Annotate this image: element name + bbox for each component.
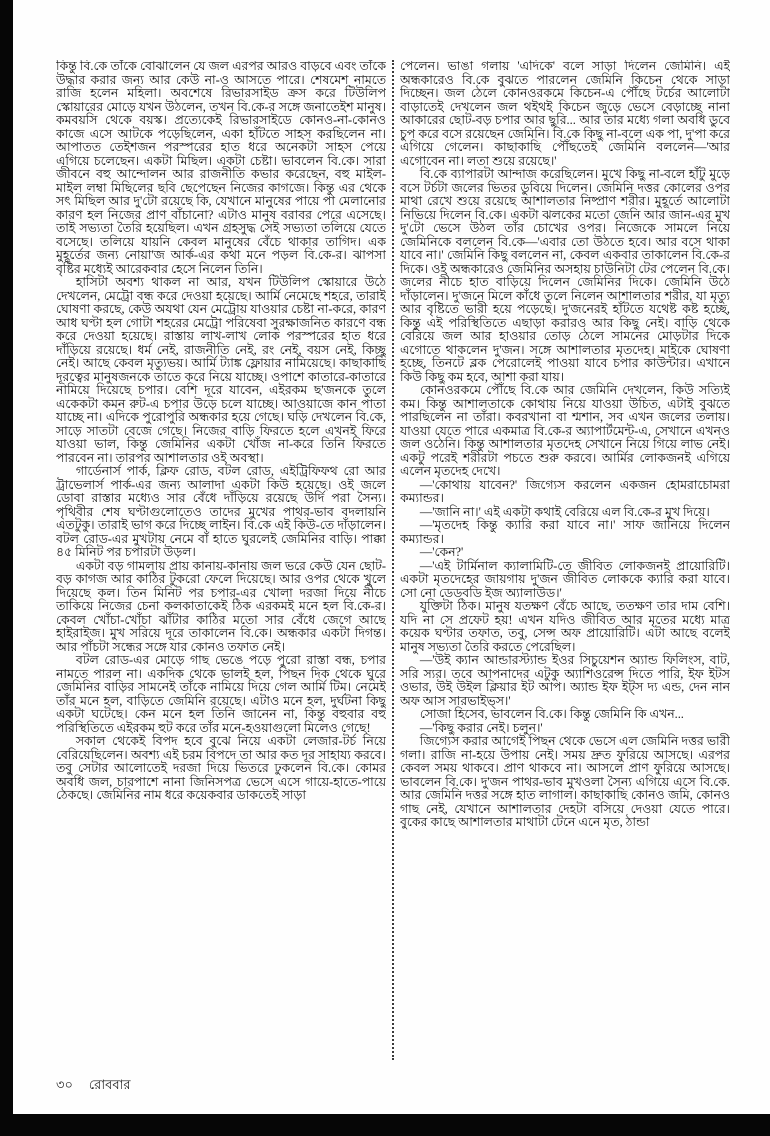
paragraph: সকাল থেকেই বিপদ হবে বুঝে নিয়ে একটা লেজার-টর্চ নিয়ে বেরিয়েছিলেন। অবশ্য এই চরম বিপদে তা আর কত দূর সাহায্য করবে। তবু সেটার আলোতেই দরজা দিয়ে ভিতরে ঢুকলেন বি.কে। কোমর অবধি জল, চারপাশে নানা জিনিসপত্র ভেসে এসে গায়ে-হাতে-পায়ে ঠেকছে। জেমিনির নাম ধরে কয়েকবার ডাকতেই সাড়া <box>56 734 386 802</box>
paragraph: সোজা হিসেব, ভাবলেন বি.কে। কিন্তু জেমিনি কি এখন... <box>419 707 684 721</box>
paragraph: —'এই টার্মিনাল ক্যালামিটি-তে জীবিত লোকজনই প্রায়োরিটি। একটা মৃতদেহের জায়গায় দু'জন জীবিত লোককে ক্যারি করা যাবে। সো নো ডেডবডি ইজ অ্যালাউড।' <box>400 558 730 600</box>
magazine-name: রোববার <box>88 1077 131 1092</box>
paragraph: কিন্তু বি.কে তাঁকে বোঝালেন যে জল এরপর আরও বাড়বে এবং তাঁকে উদ্ধার করার জন্য আর কেউ না-ও আসতে পারে। শেষমেশ নামতে রাজি হলেন মহিলা। অবশেষে রিভারসাইড ক্রস করে টিউলিপ স্কোয়ারের মোড়ে যখন উঠলেন, তখন বি.কে-র সঙ্গে জনাতেইশ মানুষ। কমবয়সি থেকে বয়স্ক। প্রত্যেকেই রিভারসাইডে কোনও-না-কোনও কাজে এসে আটকে পড়েছিলেন, একা হাঁটতে সাহস করছিলেন না। আপাতত তেইশজন পরস্পরের হাত ধরে অনেকটা সাহস পেয়ে এগিয়ে চলেছেন। একটা মিছিল। একটা চেষ্টা। ভাবলেন বি.কে। সারা জীবনে বহু আন্দোলন আর রাজনীতি কভার করেছেন, বহু মাইল-মাইল লম্বা মিছিলের ছবি ছেপেছেন নিজের কাগজে। কিন্তু এর থেকে সৎ মিছিল আর দু'টো রয়েছে কি, যেখানে মানুষের পায়ে পা মেলানোর কারণ হল নিজের প্রাণ বাঁচানো? এটাও মানুষ বরাবর পেরে এসেছে। তাই সভ্যতা তৈরি হয়েছিল। এখন গ্রহসুদ্ধ সেই সভ্যতা তলিয়ে যেতে বসেছে। তলিয়ে যায়নি কেবল মানুষের বেঁচে থাকার তাগিদ। এক মুহূর্তের জন্য নোয়া'জ আর্ক-এর কথা মনে পড়ল বি.কে-র। ঝাপসা বৃষ্টির মধ্যেই আরেকবার হেসে নিলেন তিনি। <box>56 60 386 276</box>
paragraph: কোনওরকমে পৌঁছে বি.কে আর জেমিনি দেখলেন, কিউ সত্যিই কম। কিন্তু আশালতাকে কোথায় নিয়ে যাওয়া উচিত, এটাই বুঝতে পারছিলেন না তাঁরা। কবরখানা বা শ্মশান, সব এখন জলের তলায়। যাওয়া যেতে পারে একমাত্র বি.কে-র অ্যাপার্টমেন্ট-এ, সেখানে এখনও জল ওঠেনি। কিন্তু আশালতার মৃতদেহ সেখানে নিয়ে গিয়ে লাভ নেই। একটু পরেই শরীরটা পচতে শুরু করবে। আর্মির লোকজনই এগিয়ে এলেন মৃতদেহ দেখে। <box>400 383 730 478</box>
paragraph: বটল রোড-এর মোড়ে গাছ ভেঙে পড়ে পুরো রাস্তা বন্ধ, চপার নামতে পারল না। একদিক থেকে ভালই হল, পিছন দিক থেকে ঘুরে জেমিনির বাড়ির সামনেই তাঁকে নামিয়ে দিয়ে গেল আর্মি টিম। নেমেই তাঁর মনে হল, বাড়িতে জেমিনি রয়েছে। এটাও মনে হল, দুর্ঘটনা কিছু একটা ঘটেছে। কেন মনে হল তিনি জানেন না, কিন্তু বহুবার বহু পরিস্থিতিতে এইরকম হুট করে তাঁর মনে-হওয়াগুলো মিলেও গেছে! <box>56 653 386 735</box>
paragraph: জিগ্যেস করার আগেই পিছন থেকে ভেসে এল জেমিনি দত্তর ভারী গলা। রাজি না-হয়ে উপায় নেই। সময় দ্রুত ফুরিয়ে আসছে। এরপর কেবল সময় থাকবে। প্রাণ থাকবে না। আসলে প্রাণ ফুরিয়ে আসছে। ভাবলেন বি.কে। দু'জন পাথর-ভাব মুখওলা সৈন্য এগিয়ে এসে বি.কে. আর জেমিনি দত্তর সঙ্গে হাত লাগাল। কাছাকাছি কোনও জমি, কোনও গাছ নেই, যেখানে আশালতার দেহটা বসিয়ে দেওয়া যেতে পারে। বুকের কাছে আশালতার মাথাটা টেনে এনে মৃত, ঠান্ডা <box>400 734 730 829</box>
paragraph: বি.কে ব্যাপারটা আন্দাজ করেছিলেন। মুখে কিছু না-বলে হাঁটু মুড়ে বসে টর্চটা জলের ভিতর ডুবিয়ে দিলেন। জেমিনি দত্তর কোলের ওপর মাথা রেখে শুয়ে রয়েছে আশালতার নিষ্প্রাণ শরীর। মুহূর্তে আলোটা নিভিয়ে দিলেন বি.কে। একটা ঝলকের মতো জেনি আর জান-এর মুখ দু'টো ভেসে উঠল তাঁর চোখের ওপর। নিজেকে সামলে নিয়ে জেমিনিকে বললেন বি.কে—'এবার তো উঠতে হবে। আর বসে থাকা যাবে না।' জেমিনি কিছু বললেন না, কেবল একবার তাকালেন বি.কে-র দিকে। ওই অন্ধকারেও জেমিনির অসহায় চাউনিটা টের পেলেন বি.কে। জলের নীচে হাত বাড়িয়ে দিলেন জেমিনির দিকে। জেমিনি উঠে দাঁড়ালেন। দু'জনে মিলে কাঁধে তুলে নিলেন আশালতার শরীর, যা মৃত্যু আর বৃষ্টিতে ভারী হয়ে পড়েছে। দু'জনেরই হাঁটতে যথেষ্ট কষ্ট হচ্ছে, কিন্তু এই পরিস্থিতিতে এছাড়া করারও আর কিছু নেই। বাড়ি থেকে বেরিয়ে জল আর হাওয়ার তোড় ঠেলে সামনের মোড়টার দিকে এগোতে থাকলেন দু'জন। সঙ্গে আশালতার মৃতদেহ। মাইকে ঘোষণা হচ্ছে, তিনটে ব্লক পেরোলেই পাওয়া যাবে চপার কাউন্টার। এখানে কিউ কিছু কম হবে, আশা করা যায়। <box>400 167 730 384</box>
scan-edge-bottom <box>0 1114 770 1136</box>
paragraph: —'জানি না।' এই একটা কথাই বেরিয়ে এল বি.কে-র মুখ দিয়ে। <box>419 504 710 519</box>
paragraph: একটা বড় গামলায় প্রায় কানায়-কানায় জল ভরে কেউ যেন ছোট-বড় কাগজ আর কাঠির টুকরো ফেলে দিয়েছে। আর ওপর থেকে খুলে দিয়েছে কল। তিন মিনিট পর চপার-এর খোলা দরজা দিয়ে নীচে তাকিয়ে নিজের চেনা কলকাতাকেই ঠিক এরকমই মনে হল বি.কে-র। কেবল খোঁচা-খোঁচা ঝাঁটার কাঠির মতো সার বেঁধে জেগে আছে হাইরাইজ। মুখ সরিয়ে দূরে তাকালেন বি.কে। অন্ধকার একটা দিগন্ত। আর পাঁচটা সন্ধের সঙ্গে যার কোনও তফাত নেই। <box>56 558 386 654</box>
two-column-text <box>56 60 730 1060</box>
paragraph: যুক্তিটা ঠিক। মানুষ যতক্ষণ বেঁচে আছে, ততক্ষণ তার দাম বেশি। যদি না সে প্রফেট হয়! এখন যদিও জীবিত আর মৃতের মধ্যে মাত্র কয়েক ঘণ্টার তফাত, তবু, সেন্স অফ প্রায়োরিটি। এটা আছে বলেই মানুষ সভ্যতা তৈরি করতে পেরেছিল। <box>400 599 730 654</box>
column-divider <box>392 60 394 1060</box>
page-footer <box>56 1076 730 1097</box>
paragraph: হাসিটা অবশ্য থাকল না আর, যখন টিউলিপ স্কোয়ারে উঠে দেখলেন, মেট্রো বন্ধ করে দেওয়া হয়েছে। আর্মি নেমেছে শহরে, তারাই ঘোষণা করছে, কেউ অযথা যেন মেট্রোয় যাওয়ার চেষ্টা না-করে, কারণ আধ ঘণ্টা হল গোটা শহরের মেট্রো পরিষেবা সুরক্ষাজনিত কারণে বন্ধ করে দেওয়া হয়েছে। রাস্তায় লাখ-লাখ লোক পরস্পরের হাত ধরে দাঁড়িয়ে রয়েছে। ধর্ম নেই, রাজনীতি নেই, রং নেই, বয়স নেই, কিচ্ছু নেই। আছে কেবল মৃত্যুভয়। আর্মি ট্যাঙ্ক ফ্লোয়ার নামিয়েছে। কাছাকাছি দূরত্বের মানুষজনকে তাতে করে নিয়ে যাচ্ছে। ওপাশে কাতারে-কাতারে নামিয়ে দিয়েছে চপার। বেশি দূরে যাবেন, এইরকম ছ'জনকে তুলে একেকটা কমন রুট-এ চপার উড়ে চলে যাচ্ছে। আওয়াজে কান পাতা যাচ্ছে না। এদিকে পুরোপুরি অন্ধকার হয়ে গেছে। ঘড়ি দেখলেন বি.কে, সাড়ে সাতটা বেজে গেছে। নিজের বাড়ি ফিরতে হলে এখনই ফিরে যাওয়া ভাল, কিন্তু জেমিনির একটা খোঁজ না-করে তিনি ফিরতে পারবেন না। তারপর আশালতার ওই অবস্থা। <box>56 275 386 465</box>
paragraph: পেলেন। ভাঙা গলায় 'এদিকে' বলে সাড়া দিলেন জেমিনি। এই অন্ধকারেও বি.কে বুঝতে পারলেন জেমিনি কিচেন থেকে সাড়া দিচ্ছেন। জল ঠেলে কোনওরকমে কিচেন-এ পৌঁছে টর্চের আলোটা বাড়াতেই দেখলেন জল থইথই কিচেন জুড়ে ভেসে বেড়াচ্ছে নানা আকারের ছোট-বড় চপার আর ছুরি... আর তার মধ্যে গলা অবধি ডুবে চুপ করে বসে রয়েছেন জেমিনি। বি.কে কিছু না-বলে এক পা, দু'পা করে এগিয়ে গেলেন। কাছাকাছি পৌঁছতেই জেমিনি বললেন—'আর এগোবেন না। লতা শুয়ে রয়েছে।' <box>400 60 730 168</box>
paragraph: —'উই ক্যান আন্ডারস্ট্যান্ড ইওর সিচুয়েশন অ্যান্ড ফিলিংস, বাট, সরি স্যর। তবে আপনাদের এটুকু অ্যাশিওরেন্স দিতে পারি, ইফ ইটস ওভার, উই উইল ক্লিয়ার ইট আপ। অ্যান্ড ইফ ইট্‌স দ্য এন্ড, দেন নান অফ আস সারভাইভ্স।' <box>400 653 730 708</box>
paragraph: —'মৃতদেহ কিন্তু ক্যারি করা যাবে না।' সাফ জানিয়ে দিলেন কম্যান্ডর। <box>400 518 730 546</box>
left-column <box>56 60 386 1060</box>
page-number: ৩০ <box>56 1077 73 1092</box>
paragraph: গার্ডেনার্স পার্ক, ক্লিফ রোড, বটল রোড, এইট্রিফিফথ রো আর ট্রাভেলার্স পার্ক-এর জন্য আলাদা একটা কিউ হয়েছে। ওই জলে ডোবা রাস্তার মধ্যেও সার বেঁধে দাঁড়িয়ে রয়েছে উর্দি পরা সৈন্য। পৃথিবীর শেষ ঘণ্টাগুলোতেও তাদের মুখের পাথর-ভাব বদলায়নি এতটুকু। তারাই ভাগ করে দিচ্ছে লাইন। বি.কে এই কিউ-তে দাঁড়ালেন। বটল রোড-এর মুখটায় নেমে বাঁ হাতে ঘুরলেই জেমিনির বাড়ি। পাক্কা ৪৫ মিনিট পর চপারটা উড়ল। <box>56 464 386 559</box>
scan-edge-left <box>0 0 13 1136</box>
paragraph: —'কিছু করার নেই। চলুন।' <box>419 720 543 735</box>
paragraph: —'কেন?' <box>419 545 464 559</box>
right-column <box>400 60 730 1060</box>
page-content <box>56 60 730 1097</box>
paragraph: —'কোথায় যাবেন?' জিগ্যেস করলেন একজন হোমরাচোমরা কম্যান্ডর। <box>400 477 730 505</box>
